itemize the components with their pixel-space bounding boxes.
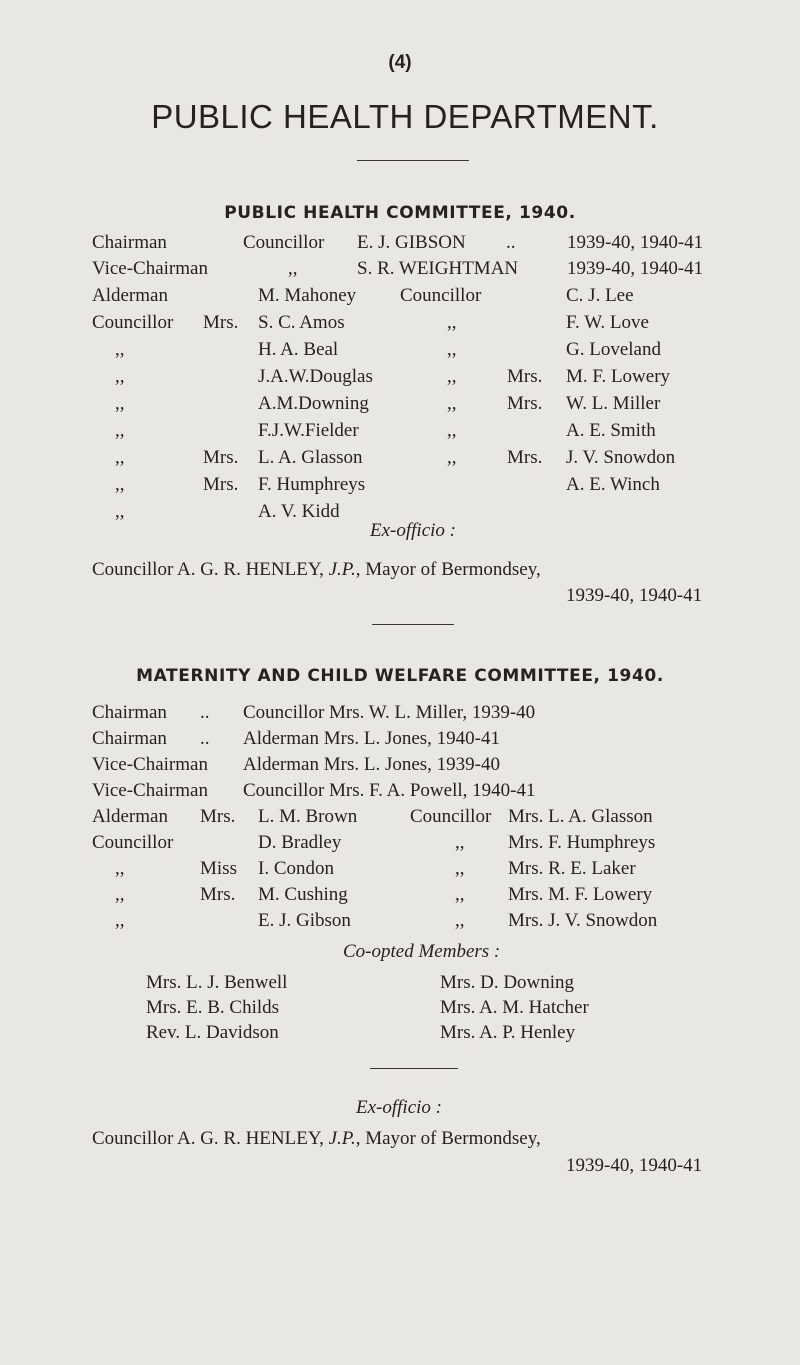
maternity-member-row-1-c1: Alderman: [92, 806, 168, 827]
maternity-member-row-3-c3: I. Condon: [258, 858, 334, 879]
ex-officio-line: [92, 557, 541, 582]
officer-text-4: Councillor Mrs. F. A. Powell, 1940-41: [243, 780, 536, 801]
ph-member-row-1-c4: ,,: [447, 312, 457, 333]
ph-member-row-3-c1: ,,: [115, 366, 125, 387]
page-title: PUBLIC HEALTH DEPARTMENT.: [151, 98, 659, 135]
ph-member-row-5-c3: F.J.W.Fielder: [258, 420, 359, 441]
maternity-member-row-3-c5: Mrs. R. E. Laker: [508, 858, 636, 879]
officer-role-3: Vice-Chairman: [92, 754, 208, 775]
officer-role-4: Vice-Chairman: [92, 780, 208, 801]
coopted-left-1: Mrs. L. J. Benwell: [146, 972, 288, 993]
ph-member-row-1-c6: F. W. Love: [566, 312, 649, 333]
alderman-row-councillor: Councillor: [400, 285, 482, 306]
section-divider: [372, 624, 454, 625]
ph-member-row-6-c5: Mrs.: [507, 447, 543, 468]
officer-role-1: Chairman: [92, 702, 167, 723]
maternity-member-row-2-c3: D. Bradley: [258, 832, 342, 853]
coopted-right-1: Mrs. D. Downing: [440, 972, 575, 993]
maternity-member-row-5-c4: ,,: [455, 910, 465, 931]
ph-member-row-6-c1: ,,: [115, 447, 125, 468]
coopted-left-2: Mrs. E. B. Childs: [146, 997, 280, 1018]
maternity-member-row-3-c2: Miss: [200, 858, 237, 879]
maternity-member-row-2-c5: Mrs. F. Humphreys: [508, 832, 656, 853]
ph-member-row-7-c3: F. Humphreys: [258, 474, 366, 495]
coopted-left-3: Rev. L. Davidson: [146, 1022, 279, 1043]
maternity-member-row-2-c1: Councillor: [92, 832, 174, 853]
chairman-dots: ..: [506, 232, 516, 253]
ph-member-row-2-c4: ,,: [447, 339, 457, 360]
officer-dots-1: ..: [200, 702, 210, 723]
ex-officio-jp: J.P.: [328, 559, 356, 580]
coopted-right-3: Mrs. A. P. Henley: [440, 1022, 576, 1043]
maternity-member-row-4-c1: ,,: [115, 884, 125, 905]
ph-member-row-3-c3: J.A.W.Douglas: [258, 366, 373, 387]
vice-chairman-years: 1939-40, 1940-41: [567, 258, 704, 279]
maternity-member-row-1-c5: Mrs. L. A. Glasson: [508, 806, 653, 827]
ph-member-row-6-c4: ,,: [447, 447, 457, 468]
ph-member-row-5-c4: ,,: [447, 420, 457, 441]
ph-member-row-3-c4: ,,: [447, 366, 457, 387]
maternity-member-row-5-c3: E. J. Gibson: [258, 910, 351, 931]
page-number: (4): [388, 52, 412, 73]
ph-member-row-2-c6: G. Loveland: [566, 339, 661, 360]
maternity-member-row-4-c3: M. Cushing: [258, 884, 348, 905]
ph-member-row-8-c3: A. V. Kidd: [258, 501, 340, 522]
chairman-name: E. J. GIBSON: [357, 232, 466, 253]
maternity-ex-officio-jp: J.P.: [328, 1128, 356, 1149]
ph-member-row-2-c1: ,,: [115, 339, 125, 360]
maternity-member-row-5-c5: Mrs. J. V. Snowdon: [508, 910, 658, 931]
ph-member-row-7-c6: A. E. Winch: [566, 474, 660, 495]
maternity-ex-officio-heading: Ex-officio :: [356, 1097, 442, 1118]
ph-member-row-4-c5: Mrs.: [507, 393, 543, 414]
maternity-member-row-1-c3: L. M. Brown: [258, 806, 358, 827]
maternity-member-row-3-c4: ,,: [455, 858, 465, 879]
alderman-role: Alderman: [92, 285, 168, 306]
chairman-role: Chairman: [92, 232, 167, 253]
maternity-member-row-4-c4: ,,: [455, 884, 465, 905]
officer-role-2: Chairman: [92, 728, 167, 749]
alderman-row-right-name: C. J. Lee: [566, 285, 634, 306]
maternity-committee-heading: MATERNITY AND CHILD WELFARE COMMITTEE, 1940.: [136, 666, 664, 686]
maternity-member-row-2-c4: ,,: [455, 832, 465, 853]
ph-member-row-7-c2: Mrs.: [203, 474, 239, 495]
maternity-member-row-5-c1: ,,: [115, 910, 125, 931]
ph-member-row-5-c1: ,,: [115, 420, 125, 441]
ph-member-row-2-c3: H. A. Beal: [258, 339, 339, 360]
ph-member-row-4-c1: ,,: [115, 393, 125, 414]
maternity-member-row-4-c5: Mrs. M. F. Lowery: [508, 884, 653, 905]
maternity-member-row-4-c2: Mrs.: [200, 884, 236, 905]
ph-member-row-4-c4: ,,: [447, 393, 457, 414]
ph-member-row-4-c3: A.M.Downing: [258, 393, 369, 414]
ph-member-row-6-c3: L. A. Glasson: [258, 447, 363, 468]
ph-member-row-6-c6: J. V. Snowdon: [566, 447, 676, 468]
maternity-member-row-3-c1: ,,: [115, 858, 125, 879]
ph-member-row-1-c3: S. C. Amos: [258, 312, 345, 333]
ex-officio-heading: Ex-officio :: [370, 520, 456, 541]
chairman-title: Councillor: [243, 232, 325, 253]
maternity-ex-officio-name: Councillor A. G. R. HENLEY,: [92, 1128, 329, 1149]
ph-member-row-8-c1: ,,: [115, 501, 125, 522]
ph-member-row-7-c1: ,,: [115, 474, 125, 495]
vice-chairman-role: Vice-Chairman: [92, 258, 208, 279]
coopted-right-2: Mrs. A. M. Hatcher: [440, 997, 589, 1018]
maternity-member-row-1-c2: Mrs.: [200, 806, 236, 827]
maternity-member-row-1-c4: Councillor: [410, 806, 492, 827]
officer-dots-2: ..: [200, 728, 210, 749]
public-health-committee-heading: PUBLIC HEALTH COMMITTEE, 1940.: [224, 203, 576, 223]
ph-member-row-4-c6: W. L. Miller: [566, 393, 661, 414]
title-divider: [357, 160, 469, 161]
maternity-ex-officio-years: 1939-40, 1940-41: [566, 1155, 703, 1176]
section-divider-2: [370, 1068, 458, 1069]
ex-officio-name: Councillor A. G. R. HENLEY,: [92, 559, 329, 580]
ph-member-row-1-c2: Mrs.: [203, 312, 239, 333]
ph-member-row-6-c2: Mrs.: [203, 447, 239, 468]
officer-text-2: Alderman Mrs. L. Jones, 1940-41: [243, 728, 500, 749]
ph-member-row-1-c1: Councillor: [92, 312, 174, 333]
vice-chairman-name: S. R. WEIGHTMAN: [357, 258, 519, 279]
alderman-name: M. Mahoney: [258, 285, 357, 306]
ph-member-row-3-c5: Mrs.: [507, 366, 543, 387]
ex-officio-years: 1939-40, 1940-41: [566, 585, 703, 606]
officer-text-3: Alderman Mrs. L. Jones, 1939-40: [243, 754, 500, 775]
maternity-ex-officio-line: [92, 1126, 541, 1151]
maternity-ex-officio-mayor: , Mayor of Bermondsey,: [355, 1128, 541, 1149]
ph-member-row-5-c6: A. E. Smith: [566, 420, 656, 441]
ph-member-row-3-c6: M. F. Lowery: [566, 366, 671, 387]
ex-officio-mayor: , Mayor of Bermondsey,: [355, 559, 541, 580]
officer-text-1: Councillor Mrs. W. L. Miller, 1939-40: [243, 702, 536, 723]
vice-chairman-ditto: ,,: [288, 258, 298, 279]
chairman-years: 1939-40, 1940-41: [567, 232, 704, 253]
coopted-heading: Co-opted Members :: [343, 941, 501, 962]
